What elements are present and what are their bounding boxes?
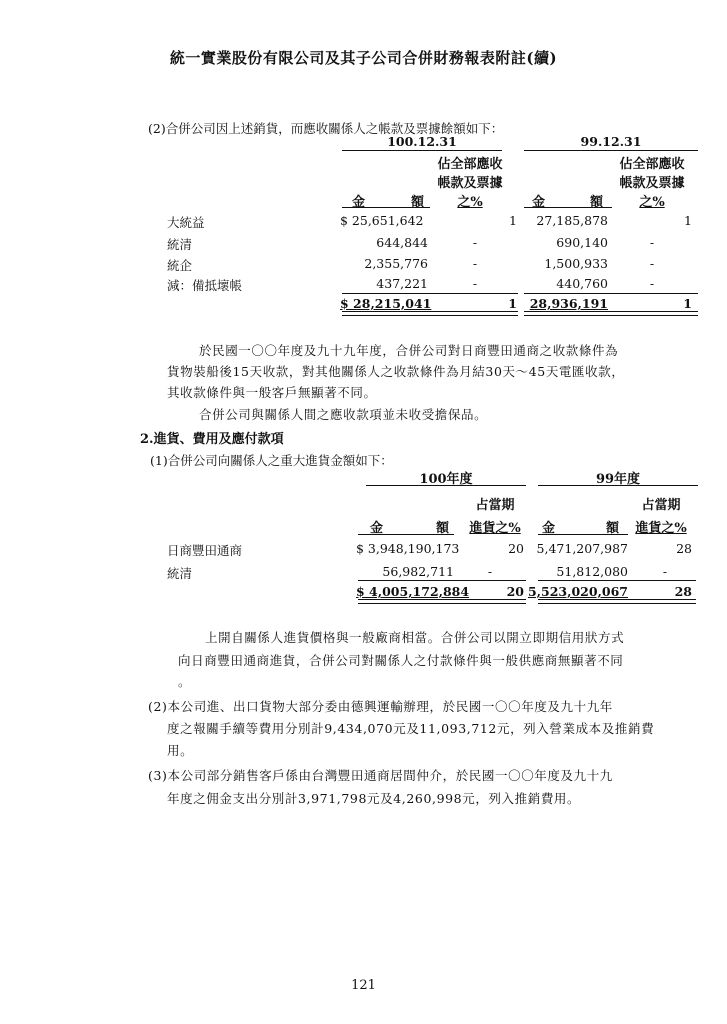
col-a-date-rule — [342, 150, 502, 151]
receivables-intro: (2)合併公司因上述銷貨，而應收關係人之帳款及票據餘額如下： — [148, 121, 504, 136]
purchases-row-pct-a: 20 — [508, 541, 524, 556]
receivables-amount-header-a-2: 額 — [411, 195, 425, 210]
collateral-note: 合併公司與關係人間之應收款項並未收受擔保品。 — [199, 407, 488, 422]
receivables-subtotal-rule-b — [524, 293, 698, 294]
purchases-total-double-rule-b — [538, 599, 696, 604]
purchases-row-amount-b: 51,812,080 — [556, 564, 628, 579]
purchases-col-a-year: 100年度 — [419, 472, 473, 487]
purchases-col-a-year-rule — [366, 485, 526, 486]
purchases-pct-header-b-2: 進貨之% — [635, 521, 687, 536]
purchases-amount-header-a-1: 金 — [370, 521, 384, 536]
customs-fees-line-2: 度之報關手續等費用分別計9,434,070元及11,093,712元，列入營業成本及推銷費 — [167, 721, 655, 736]
purchases-amount-header-a-2: 額 — [436, 521, 450, 536]
receivables-col-a-date: 100.12.31 — [387, 134, 457, 149]
receivables-row-amount-a: 437,221 — [376, 276, 428, 291]
receivables-row-pct-a: 1 — [509, 213, 517, 228]
section-2-heading: 2.進貨、費用及應付款項 — [140, 432, 284, 447]
receivables-row-name: 統清 — [167, 237, 193, 252]
receivables-total-pct-a: 1 — [508, 296, 517, 311]
page-title: 統一實業股份有限公司及其子公司合併財務報表附註(續) — [169, 49, 558, 67]
collection-terms-line-1: 於民國一〇〇年度及九十九年度，合併公司對日商豐田通商之收款條件為 — [199, 343, 619, 358]
receivables-row-pct-a: - — [472, 276, 478, 291]
purchases-total-amount-b: 5,523,020,067 — [527, 584, 628, 599]
receivables-pct-header-b-2: 帳款及票據 — [619, 176, 685, 191]
purchases-row-amount-a: $ 3,948,190,173 — [356, 541, 460, 556]
purchases-pct-header-a-1: 占當期 — [475, 498, 515, 513]
receivables-total-double-rule-b — [524, 311, 698, 316]
receivables-row-pct-a: - — [472, 235, 478, 250]
receivables-row-amount-b: 690,140 — [556, 235, 608, 250]
receivables-pct-header-b-1: 佔全部應收 — [619, 157, 685, 172]
purchases-row-pct-b: - — [662, 564, 668, 579]
purchases-subtotal-rule-a — [358, 580, 526, 581]
purchases-intro: (1)合併公司向關係人之重大進貨金額如下： — [150, 453, 393, 468]
page-number: 121 — [351, 978, 376, 993]
amount-b-rule — [524, 207, 612, 208]
purchases-pct-header-b-1: 占當期 — [641, 498, 681, 513]
purchase-terms-line-3: 。 — [178, 674, 192, 689]
purchases-row-pct-a: - — [487, 564, 493, 579]
receivables-pct-header-a-3: 之% — [457, 195, 483, 210]
purchases-total-pct-a: 20 — [506, 584, 524, 599]
receivables-total-amount-a: $ 28,215,041 — [340, 296, 432, 311]
purchases-pct-header-a-2: 進貨之% — [469, 521, 521, 536]
receivables-row-pct-b: 1 — [684, 213, 692, 228]
purchases-total-pct-b: 28 — [674, 584, 692, 599]
purchases-col-b-year-rule — [538, 485, 698, 486]
receivables-pct-header-b-3: 之% — [639, 195, 665, 210]
collection-terms-line-3: 其收款條件與一般客戶無顯著不同。 — [167, 385, 377, 400]
receivables-total-pct-b: 1 — [683, 296, 692, 311]
purchases-amount-b-rule — [538, 534, 628, 535]
receivables-row-pct-b: - — [649, 256, 655, 271]
receivables-row-amount-b: 27,185,878 — [536, 213, 608, 228]
receivables-total-double-rule-a — [342, 311, 518, 316]
receivables-row-pct-b: - — [649, 276, 655, 291]
receivables-row-name: 統企 — [167, 258, 193, 273]
receivables-row-name: 減：備抵壞帳 — [167, 278, 243, 293]
receivables-row-amount-a: 2,355,776 — [364, 256, 428, 271]
purchases-total-amount-a: $ 4,005,172,884 — [356, 584, 470, 599]
receivables-row-amount-b: 1,500,933 — [544, 256, 608, 271]
purchases-row-pct-b: 28 — [676, 541, 692, 556]
receivables-pct-header-a-1: 佔全部應收 — [437, 157, 503, 172]
receivables-row-name: 大統益 — [167, 215, 205, 230]
commission-line-2: 年度之佣金支出分別計3,971,798元及4,260,998元，列入推銷費用。 — [167, 791, 581, 806]
receivables-total-amount-b: 28,936,191 — [529, 296, 608, 311]
receivables-pct-header-a-2: 帳款及票據 — [437, 176, 503, 191]
receivables-amount-header-b-1: 金 — [532, 195, 546, 210]
purchases-total-double-rule-a — [358, 599, 526, 604]
customs-fees-line-1: (2)本公司進、出口貨物大部分委由德興運輸辦理，於民國一〇〇年度及九十九年 — [148, 699, 613, 714]
purchases-row-amount-b: 5,471,207,987 — [536, 541, 628, 556]
purchase-terms-line-2: 向日商豐田通商進貨，合併公司對關係人之付款條件與一般供應商無顯著不同 — [178, 653, 624, 668]
receivables-row-amount-a: 644,844 — [376, 235, 428, 250]
purchases-amount-header-b-1: 金 — [542, 521, 556, 536]
receivables-row-amount-b: 440,760 — [556, 276, 608, 291]
receivables-row-pct-a: - — [472, 256, 478, 271]
purchases-row-name: 日商豐田通商 — [167, 543, 243, 558]
purchases-subtotal-rule-b — [538, 580, 696, 581]
col-b-date-rule — [524, 150, 698, 151]
collection-terms-line-2: 貨物裝船後15天收款，對其他關係人之收款條件為月結30天～45天電匯收款， — [167, 364, 625, 379]
receivables-row-amount-a: $ 25,651,642 — [340, 213, 424, 228]
purchases-amount-a-rule — [358, 534, 454, 535]
receivables-col-b-date: 99.12.31 — [580, 134, 642, 149]
receivables-amount-header-b-2: 額 — [590, 195, 604, 210]
amount-a-rule — [342, 207, 430, 208]
purchases-row-amount-a: 56,982,711 — [382, 564, 454, 579]
receivables-amount-header-a-1: 金 — [352, 195, 366, 210]
purchase-terms-line-1: 上開自關係人進貨價格與一般廠商相當。合併公司以開立即期信用狀方式 — [205, 630, 625, 645]
receivables-subtotal-rule-a — [342, 293, 518, 294]
purchases-row-name: 統清 — [167, 566, 193, 581]
purchases-col-b-year: 99年度 — [595, 472, 641, 487]
purchases-amount-header-b-2: 額 — [606, 521, 620, 536]
commission-line-1: (3)本公司部分銷售客戶係由台灣豐田通商居間仲介，於民國一〇〇年度及九十九 — [148, 768, 613, 783]
customs-fees-line-3: 用。 — [167, 743, 194, 758]
receivables-row-pct-b: - — [649, 235, 655, 250]
